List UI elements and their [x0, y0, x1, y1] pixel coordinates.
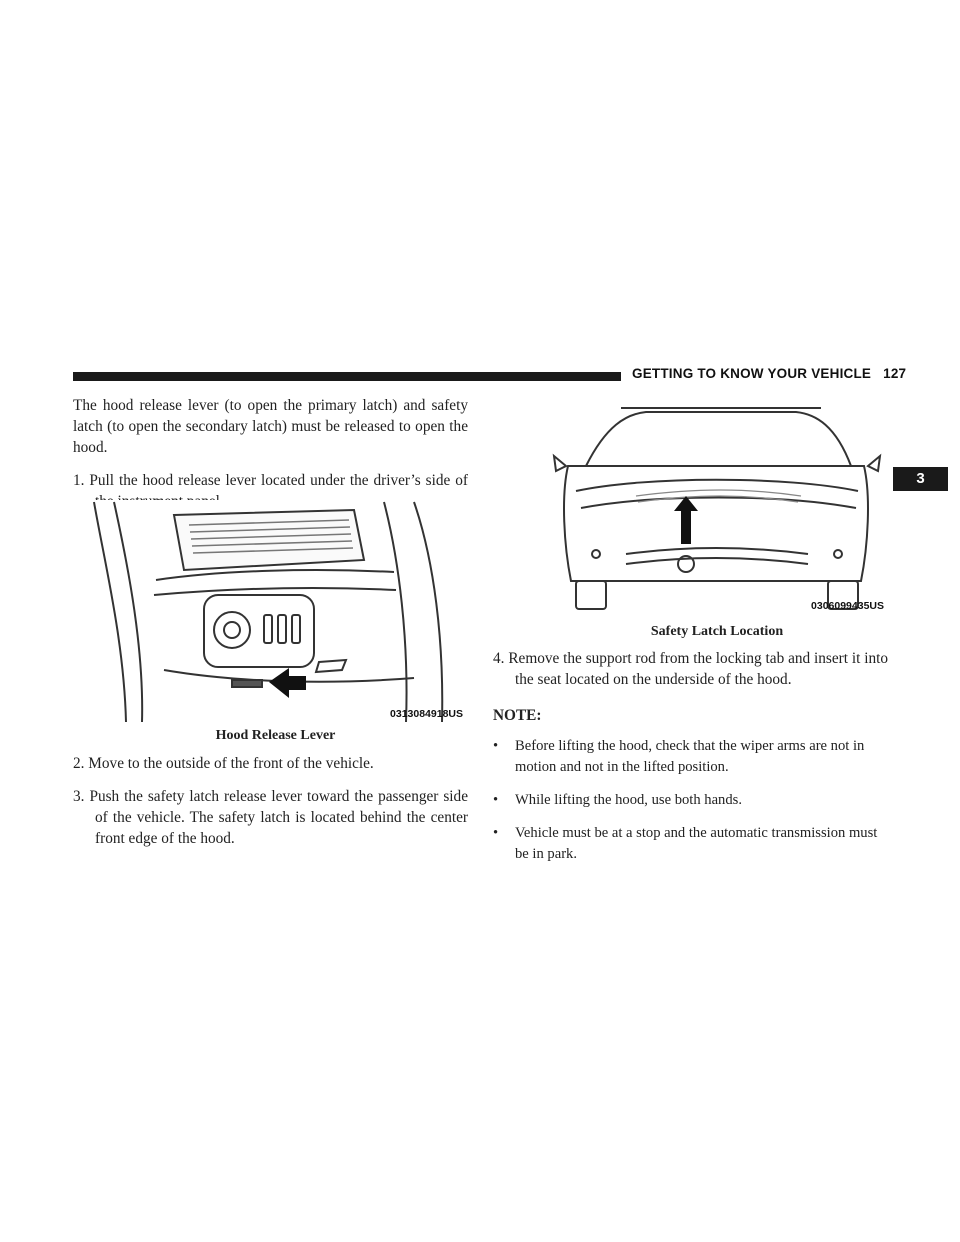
bullet-dot: • [493, 825, 499, 841]
note-bullet-text: While lifting the hood, use both hands. [515, 792, 742, 808]
note-bullet-3 [493, 823, 888, 865]
note-bullet-1 [493, 736, 888, 778]
running-header [632, 366, 906, 381]
right-column-text [493, 648, 888, 865]
note-bullet-text: Before lifting the hood, check that the wiper arms are not in motion and not in the lifted position. [515, 738, 865, 775]
note-bullet-list [493, 736, 888, 865]
chapter-tab: 3 [893, 467, 948, 491]
step-2: 2. Move to the outside of the front of the vehicle. [73, 755, 374, 772]
figure-1-code: 0313084918US [390, 708, 463, 720]
intro-paragraph: The hood release lever (to open the primary latch) and safety latch (to open the secondary latch) must be released to open the hood. [73, 397, 468, 456]
bullet-dot: • [493, 792, 499, 808]
left-column-top [73, 395, 468, 512]
note-title: NOTE: [493, 707, 542, 724]
step-3: 3. Push the safety latch release lever toward the passenger side of the vehicle. The safety latch is located behind the center front edge of the hood. [73, 788, 468, 847]
header-rule [73, 372, 621, 381]
header-title: GETTING TO KNOW YOUR VEHICLE [632, 366, 872, 381]
safety-latch-figure [546, 396, 888, 614]
page-number: 127 [883, 366, 907, 381]
step-4: 4. Remove the support rod from the locking tab and insert it into the seat located on the underside of the hood. [493, 650, 888, 688]
hood-release-lever-illustration [84, 500, 467, 722]
hood-release-lever-figure [84, 500, 467, 722]
figure-2-caption: Safety Latch Location [650, 624, 784, 639]
figure-1-caption: Hood Release Lever [215, 728, 336, 743]
left-column-bottom [73, 753, 468, 849]
note-bullet-2 [493, 790, 888, 811]
safety-latch-illustration [546, 396, 888, 614]
figure-2-code: 0306099435US [811, 600, 884, 612]
step-1: 1. Pull the hood release lever located under the driver’s side of [73, 472, 468, 489]
bullet-dot: • [493, 738, 499, 754]
note-bullet-text: Vehicle must be at a stop and the automatic transmission must be in park. [515, 825, 878, 862]
